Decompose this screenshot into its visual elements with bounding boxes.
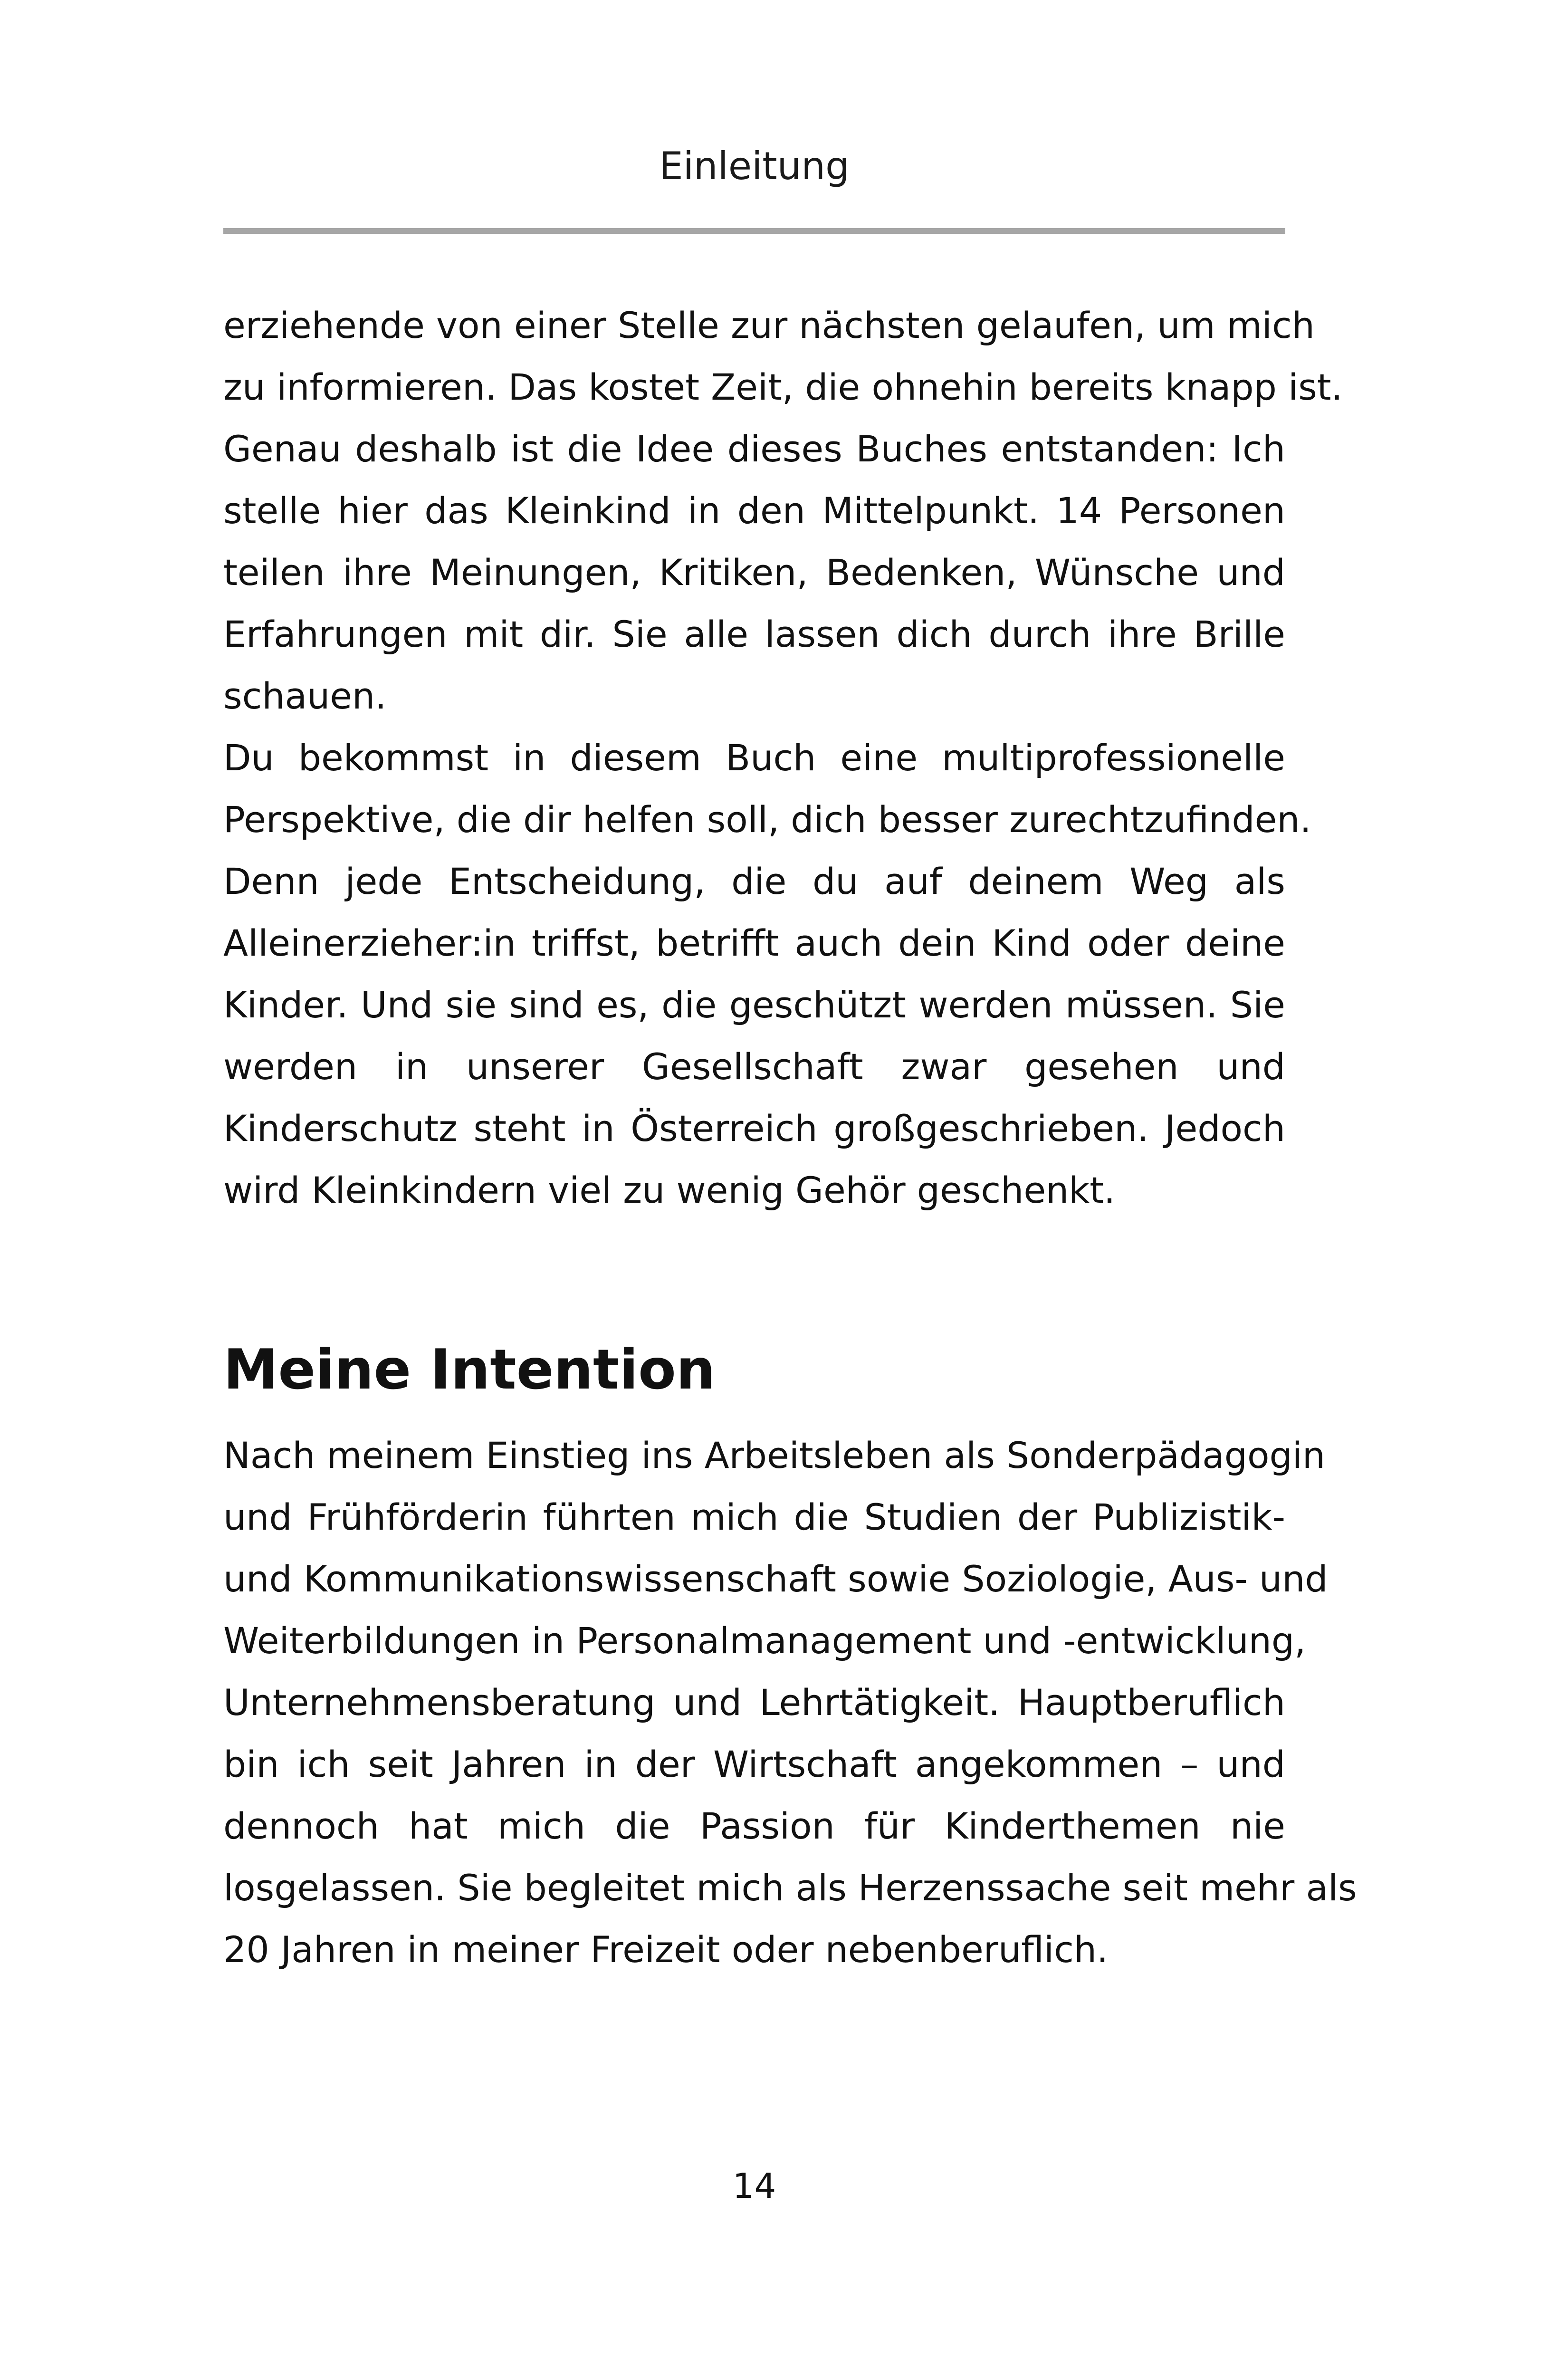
text-line: Unternehmensberatung und Lehrtätigkeit. Hauptberuflich bbox=[223, 1681, 1285, 1724]
text-line: wird Kleinkindern viel zu wenig Gehör geschenkt. bbox=[223, 1169, 1116, 1211]
text-line: losgelassen. Sie begleitet mich als Herzenssache seit mehr als bbox=[223, 1867, 1357, 1909]
text-line: schauen. bbox=[223, 675, 387, 717]
text-line: und Frühförderin führten mich die Studien der Publizistik- bbox=[223, 1496, 1285, 1538]
text-line: Erfahrungen mit dir. Sie alle lassen dich durch ihre Brille bbox=[223, 613, 1285, 655]
text-line: bin ich seit Jahren in der Wirtschaft angekommen – und bbox=[223, 1743, 1285, 1785]
text-line: dennoch hat mich die Passion für Kinderthemen nie bbox=[223, 1805, 1285, 1847]
header-divider bbox=[223, 228, 1285, 234]
section-heading: Meine Intention bbox=[223, 1338, 716, 1402]
text-line: Du bekommst in diesem Buch eine multiprofessionelle bbox=[223, 737, 1285, 779]
text-line: teilen ihre Meinungen, Kritiken, Bedenken, Wünsche und bbox=[223, 551, 1285, 594]
text-line: Alleinerzieher:in triffst, betrifft auch dein Kind oder deine bbox=[223, 922, 1285, 964]
text-line: Denn jede Entscheidung, die du auf deinem Weg als bbox=[223, 860, 1285, 902]
page-body bbox=[223, 295, 1357, 1981]
text-line: zu informieren. Das kostet Zeit, die ohnehin bereits knapp ist. bbox=[223, 366, 1343, 408]
text-line: Kinder. Und sie sind es, die geschützt werden müssen. Sie bbox=[223, 984, 1285, 1026]
running-header: Einleitung bbox=[659, 144, 850, 188]
text-line: und Kommunikationswissenschaft sowie Soziologie, Aus- und bbox=[223, 1558, 1328, 1600]
paragraph-block-intro bbox=[223, 295, 1343, 1221]
text-line: 20 Jahren in meiner Freizeit oder nebenberuflich. bbox=[223, 1928, 1109, 1971]
paragraph-block-intention bbox=[223, 1425, 1357, 1981]
text-line: stelle hier das Kleinkind in den Mittelpunkt. 14 Personen bbox=[223, 489, 1285, 532]
text-line: Genau deshalb ist die Idee dieses Buches entstanden: Ich bbox=[223, 428, 1285, 470]
text-line: Nach meinem Einstieg ins Arbeitsleben als Sonderpädagogin bbox=[223, 1434, 1326, 1476]
text-line: erziehende von einer Stelle zur nächsten gelaufen, um mich bbox=[223, 304, 1315, 346]
text-line: Kinderschutz steht in Österreich großgeschrieben. Jedoch bbox=[223, 1107, 1285, 1150]
page-number: 14 bbox=[732, 2166, 776, 2206]
text-line: Perspektive, die dir helfen soll, dich besser zurechtzufinden. bbox=[223, 798, 1311, 841]
text-line: werden in unserer Gesellschaft zwar gesehen und bbox=[223, 1045, 1285, 1088]
text-line: Weiterbildungen in Personalmanagement und -entwicklung, bbox=[223, 1619, 1306, 1662]
